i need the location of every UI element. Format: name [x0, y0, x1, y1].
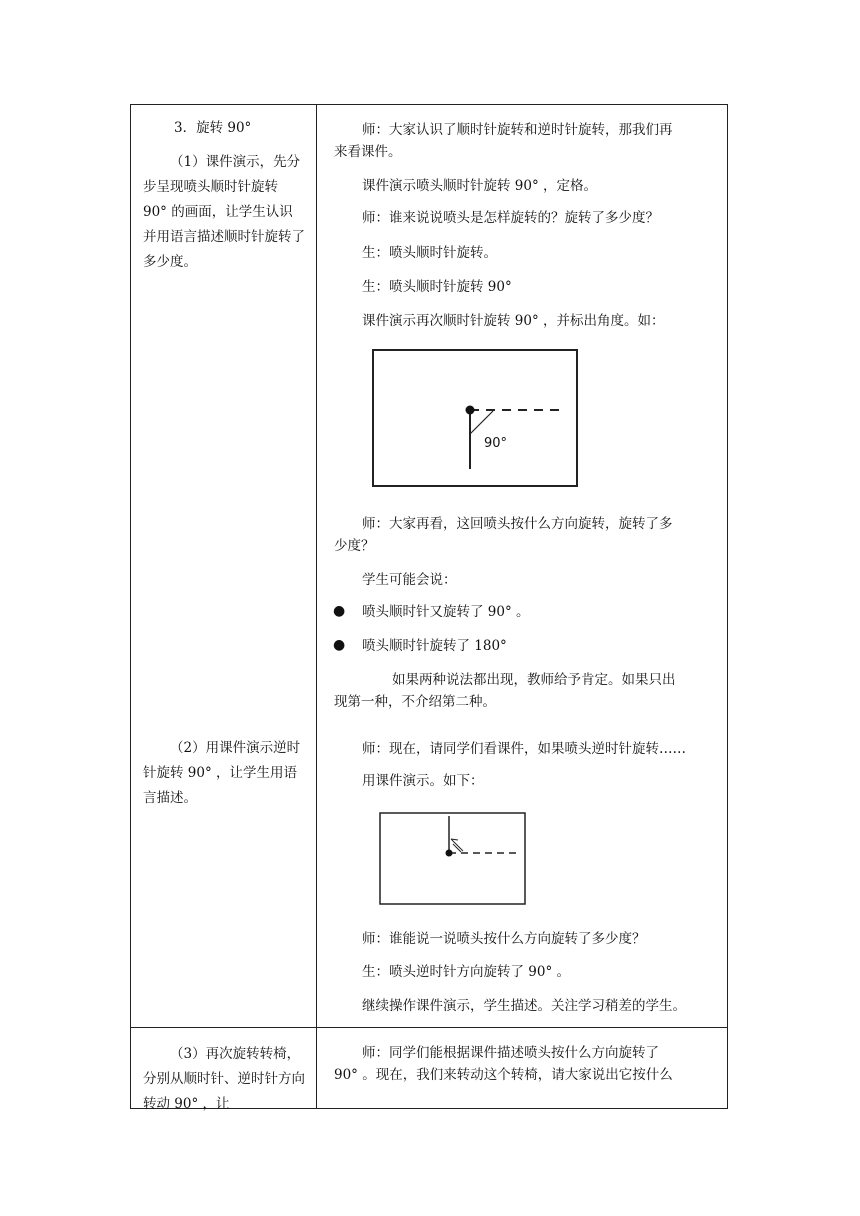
paragraph-2: 课件演示喷头顺时针旋转 90° ，定格。	[362, 178, 598, 194]
row-divider	[130, 1027, 728, 1028]
paragraph-8: 学生可能会说：	[362, 572, 457, 588]
bullet-item-2: 喷头顺时针旋转了 180°	[362, 638, 507, 654]
paragraph-9-line-1: 如果两种说法都出现，教师给予肯定。如果只出	[392, 672, 676, 688]
clockwise-rotation-figure	[372, 349, 579, 489]
paragraph-7-line-1: 师：大家再看，这回喷头按什么方向旋转，旋转了多	[362, 516, 673, 532]
paragraph-12: 师：谁能说一说喷头按什么方向旋转了多少度？	[362, 931, 646, 947]
paragraph-15-line-2: 90° 。现在，我们来转动这个转椅，请大家说出它按什么	[334, 1067, 673, 1083]
counterclockwise-rotation-figure	[379, 812, 527, 906]
paragraph-1-line-2: 来看课件。	[334, 144, 402, 160]
bullet-icon: ●	[333, 603, 346, 619]
paragraph-3: 师：谁来说说喷头是怎样旋转的？旋转了多少度？	[362, 210, 659, 226]
paragraph-13: 生：喷头逆时针方向旋转了 90° 。	[362, 964, 571, 980]
bullet-item-1: 喷头顺时针又旋转了 90° 。	[362, 604, 530, 620]
angle-label: 90°	[484, 436, 508, 451]
paragraph-10: 师：现在，请同学们看课件，如果喷头逆时针旋转……	[362, 741, 686, 757]
left-item-3: （3）再次旋转转椅，分别从顺时针、逆时针方向转动 90° ，让	[143, 1046, 305, 1112]
paragraph-15-line-1: 师：同学们能根据课件描述喷头按什么方向旋转了	[362, 1045, 659, 1061]
paragraph-6: 课件演示再次顺时针旋转 90° ，并标出角度。如：	[362, 313, 665, 329]
bullet-icon: ●	[333, 637, 346, 653]
column-divider	[316, 104, 317, 1109]
left-item-2: （2）用课件演示逆时针旋转 90° ，让学生用语言描述。	[143, 740, 301, 806]
paragraph-14: 继续操作课件演示，学生描述。关注学习稍差的学生。	[362, 998, 686, 1014]
paragraph-11: 用课件演示。如下：	[362, 773, 484, 789]
paragraph-9-line-2: 现第一种，不介绍第二种。	[334, 694, 496, 710]
paragraph-5: 生：喷头顺时针旋转 90°	[362, 279, 512, 295]
section-heading: 3．旋转 90°	[174, 120, 252, 136]
paragraph-7-line-2: 少度？	[334, 538, 375, 554]
paragraph-1-line-1: 师：大家认识了顺时针旋转和逆时针旋转，那我们再	[362, 122, 673, 138]
left-item-1: （1）课件演示，先分步呈现喷头顺时针旋转 90° 的画面，让学生认识并用语言描述顺时针旋转了多少度。	[143, 154, 305, 270]
paragraph-4: 生：喷头顺时针旋转。	[362, 245, 497, 261]
